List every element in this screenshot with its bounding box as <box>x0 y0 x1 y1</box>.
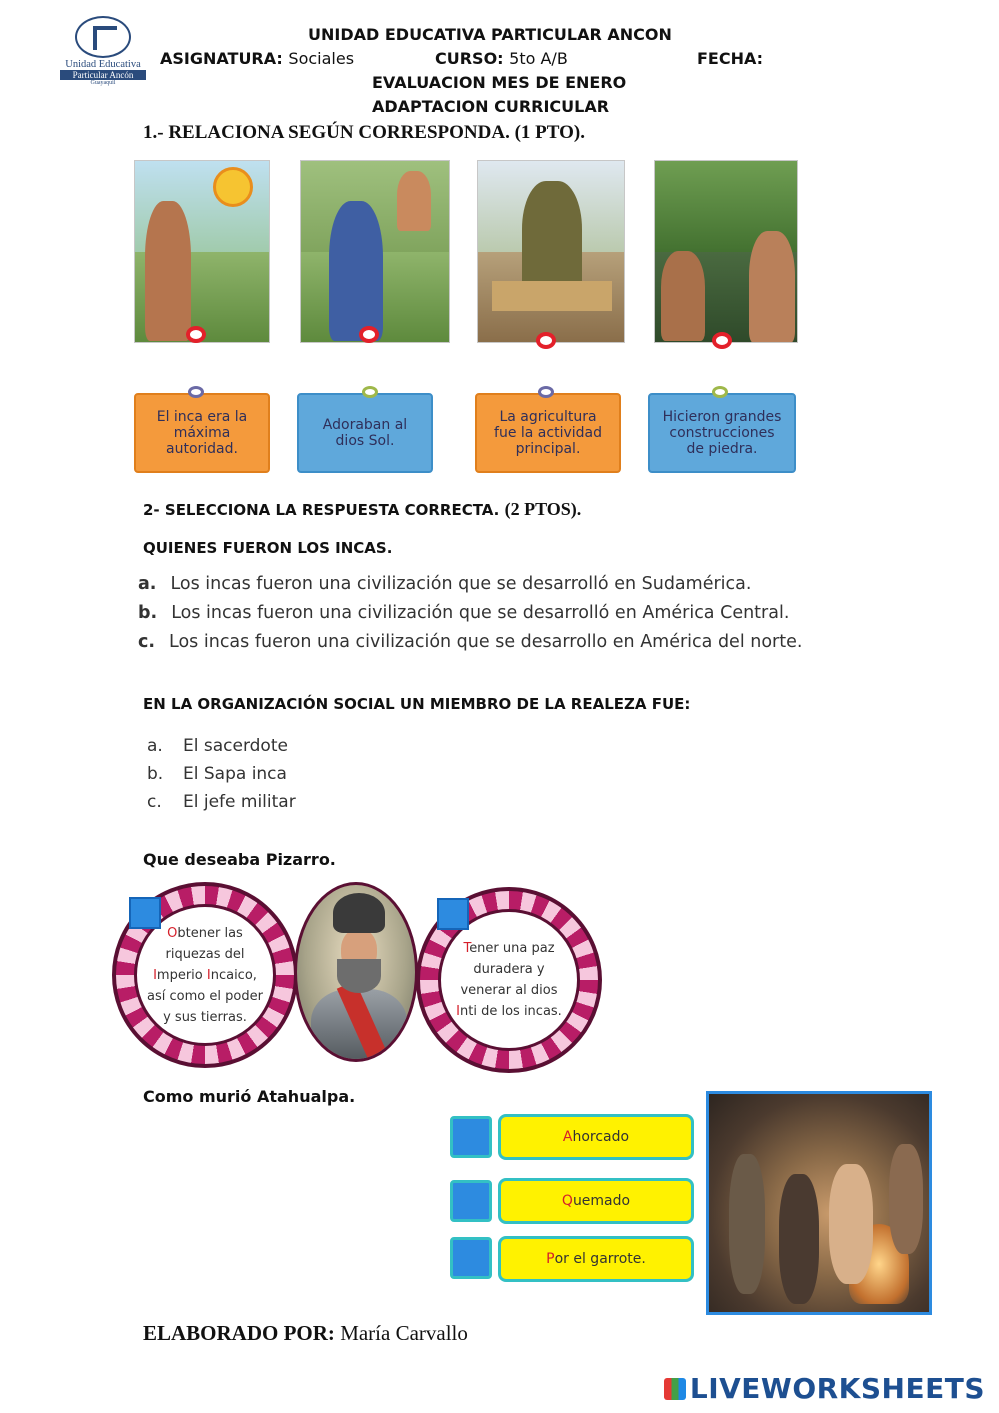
school-logo <box>60 16 146 92</box>
match-point-picture-3[interactable] <box>536 332 556 349</box>
match-point-picture-1[interactable] <box>186 326 206 343</box>
match-card-4-text: Hicieron grandes construcciones de piedra. <box>662 409 782 457</box>
match-point-card-3[interactable] <box>538 386 554 398</box>
school-name: UNIDAD EDUCATIVA PARTICULAR ANCON <box>308 25 672 44</box>
q1-option-a-letter: a. <box>138 574 157 594</box>
pizarro-option-right-checkbox[interactable] <box>437 898 469 930</box>
q1-option-b-letter: b. <box>138 603 158 623</box>
sun-icon <box>213 167 253 207</box>
atahualpa-option-3[interactable]: P or el garrote. <box>498 1236 694 1282</box>
q2-option-b-letter: b. <box>147 764 164 784</box>
subject-value: Sociales <box>288 49 355 68</box>
q3-question: Que deseaba Pizarro. <box>143 850 336 869</box>
q4-question: Como murió Atahualpa. <box>143 1087 356 1106</box>
match-card-1 <box>134 393 270 473</box>
liveworksheets-brand: LIVEWORKSHEETS <box>689 1372 985 1405</box>
author-label: ELABORADO POR: <box>143 1321 335 1345</box>
q2-option-c-text: El jefe militar <box>183 792 296 812</box>
section2-title <box>143 499 581 520</box>
inca-ruler-picture <box>477 160 625 343</box>
subject-line <box>160 49 354 68</box>
logo-line1: Unidad Educativa <box>65 59 141 70</box>
match-card-4 <box>648 393 796 473</box>
pizarro-option-left-checkbox[interactable] <box>129 897 161 929</box>
match-point-picture-2[interactable] <box>359 326 379 343</box>
atahualpa-option-3-checkbox[interactable] <box>450 1237 492 1279</box>
q1-option-a[interactable] <box>138 574 751 594</box>
match-card-3 <box>475 393 621 473</box>
section2-title-main: 2- SELECCIONA LA RESPUESTA CORRECTA. <box>143 501 500 519</box>
q1-option-c-text: Los incas fueron una civilización que se desarrollo en América del norte. <box>169 632 803 652</box>
match-card-2 <box>297 393 433 473</box>
q2-option-a[interactable] <box>147 736 288 756</box>
q2-option-a-letter: a. <box>147 736 163 756</box>
match-point-card-4[interactable] <box>712 386 728 398</box>
atahualpa-option-2[interactable]: Q uemado <box>498 1178 694 1224</box>
date-label: FECHA: <box>697 49 764 68</box>
course-label: CURSO: <box>435 49 504 68</box>
q1-option-a-text: Los incas fueron una civilización que se desarrolló en Sudamérica. <box>170 574 752 594</box>
match-card-1-text: El inca era la máxima autoridad. <box>156 409 248 457</box>
atahualpa-option-2-checkbox[interactable] <box>450 1180 492 1222</box>
match-point-card-2[interactable] <box>362 386 378 398</box>
match-card-2-text: Adoraban al dios Sol. <box>322 417 408 449</box>
match-point-picture-4[interactable] <box>712 332 732 349</box>
q2-option-c[interactable] <box>147 792 296 812</box>
q2-option-a-text: El sacerdote <box>183 736 288 756</box>
q1-option-b[interactable] <box>138 603 789 623</box>
match-card-3-text: La agricultura fue la actividad principal. <box>494 409 602 457</box>
subject-label: ASIGNATURA: <box>160 49 283 68</box>
inca-stone-construction-picture <box>654 160 798 343</box>
q2-option-b[interactable] <box>147 764 287 784</box>
liveworksheets-logo <box>664 1372 985 1405</box>
atahualpa-option-1[interactable]: A horcado <box>498 1114 694 1160</box>
pizarro-portrait <box>294 882 418 1062</box>
section1-title: 1.- RELACIONA SEGÚN CORRESPONDA. (1 PTO). <box>143 122 585 143</box>
section2-title-points: (2 PTOS). <box>504 499 582 519</box>
q1-option-c-letter: c. <box>138 632 156 652</box>
oil-derrick-icon <box>75 16 131 58</box>
inca-agriculture-picture <box>300 160 450 343</box>
q2-question: EN LA ORGANIZACIÓN SOCIAL UN MIEMBRO DE LA REALEZA FUE: <box>143 695 691 713</box>
course-line <box>435 49 568 68</box>
adapt-line: ADAPTACION CURRICULAR <box>372 97 610 116</box>
pizarro-option-left-text: Obtener las riquezas del Imperio Incaico, así como el poder y sus tierras. <box>134 904 276 1046</box>
inca-sun-worship-picture <box>134 160 270 343</box>
q1-option-c[interactable] <box>138 632 802 652</box>
q2-option-c-letter: c. <box>147 792 162 812</box>
pizarro-option-right-text: Tener una paz duradera y venerar al dios Inti de los incas. <box>438 909 580 1051</box>
liveworksheets-icon <box>664 1378 686 1400</box>
author-name: María Carvallo <box>340 1321 468 1345</box>
atahualpa-execution-painting <box>706 1091 932 1315</box>
author-line <box>143 1321 468 1346</box>
match-point-card-1[interactable] <box>188 386 204 398</box>
q1-option-b-text: Los incas fueron una civilización que se desarrolló en América Central. <box>171 603 790 623</box>
q2-option-b-text: El Sapa inca <box>183 764 287 784</box>
atahualpa-option-1-checkbox[interactable] <box>450 1116 492 1158</box>
logo-line2: Particular Ancón <box>60 70 146 80</box>
course-value: 5to A/B <box>509 49 568 68</box>
eval-line: EVALUACION MES DE ENERO <box>372 73 627 92</box>
logo-line3: Guayaquil <box>90 80 116 86</box>
q1-question: QUIENES FUERON LOS INCAS. <box>143 539 393 557</box>
